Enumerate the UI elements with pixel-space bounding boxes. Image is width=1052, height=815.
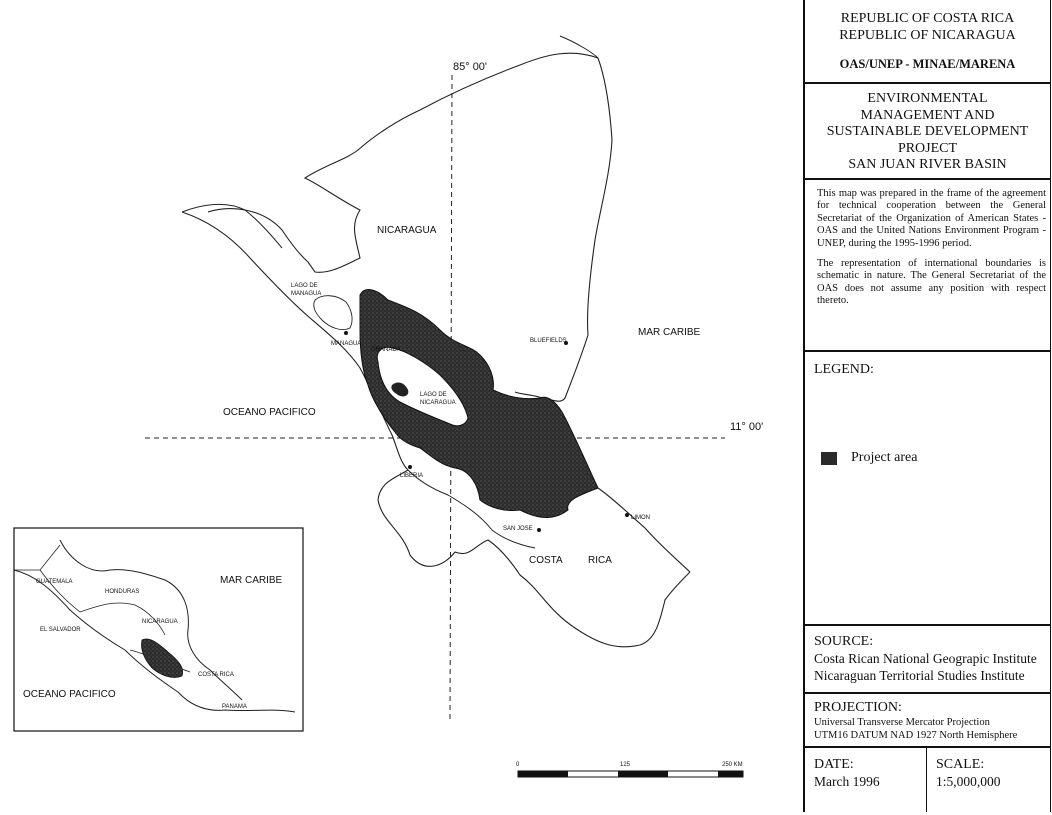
lago-nicaragua-label-1: LAGO DE — [420, 392, 447, 398]
inset-guatemala-label: GUATEMALA — [36, 579, 73, 585]
scale-bar — [516, 762, 743, 777]
rica-label: RICA — [588, 555, 612, 566]
scale-heading: SCALE: — [936, 757, 985, 772]
source-line-1: Costa Rican National Geograpic Institute — [814, 651, 1037, 666]
lago-managua-label-1: LAGO DE — [291, 283, 318, 289]
oceano-pacifico-label: OCEANO PACIFICO — [223, 407, 316, 418]
country-line-1: REPUBLIC OF COSTA RICA — [840, 11, 1015, 26]
project-line-3: SUSTAINABLE DEVELOPMENT — [826, 124, 1029, 139]
date-cell — [805, 748, 927, 812]
liberia-dot — [408, 465, 412, 469]
legend-heading: LEGEND: — [814, 362, 874, 377]
scale-value: 1:5,000,000 — [936, 774, 1001, 789]
caribbean-hook — [560, 36, 598, 58]
date-scale-block — [805, 748, 1050, 812]
source-block — [805, 626, 1050, 694]
nicaragua-label: NICARAGUA — [377, 225, 437, 236]
disclaimer-block — [805, 180, 1050, 352]
scale-tick-0: 0 — [516, 762, 520, 768]
source-line-2: Nicaraguan Territorial Studies Institute — [814, 668, 1025, 683]
disclaimer-paragraph-1: This map was prepared in the frame of the agreement for technical cooperation between the General Secretariat of the Organization of American States - OAS and the United Nations Environment Program - UNEP, during the 1995-1996 period. — [817, 188, 1046, 249]
costa-label: COSTA — [529, 555, 563, 566]
projection-block — [805, 694, 1050, 748]
granada-label: GRANADA — [371, 347, 401, 353]
projection-line-2: UTM16 DATUM NAD 1927 North Hemisphere — [814, 730, 1018, 741]
project-area — [360, 290, 598, 518]
country-line-2: REPUBLIC OF NICARAGUA — [839, 28, 1016, 43]
countries-block — [805, 0, 1050, 84]
project-area-swatch — [821, 452, 837, 465]
gulf-fonseca-coast — [182, 204, 282, 248]
agencies-line: OAS/UNEP - MINAE/MARENA — [839, 57, 1016, 71]
liberia-label: LIBERIA — [400, 473, 424, 479]
date-value: March 1996 — [814, 774, 880, 789]
legend-item-label: Project area — [851, 450, 918, 465]
date-heading: DATE: — [814, 757, 854, 772]
project-line-5: SAN JUAN RIVER BASIN — [848, 157, 1007, 172]
lago-de-managua — [314, 296, 352, 330]
legend-item-project-area — [821, 450, 917, 466]
project-title-block — [805, 84, 1050, 180]
projection-heading: PROJECTION: — [814, 700, 902, 715]
inset-oceano-pacifico-label: OCEANO PACIFICO — [23, 689, 116, 700]
san-jose-dot — [537, 528, 541, 532]
lago-nicaragua-label-2: NICARAGUA — [420, 400, 456, 406]
limon-dot — [625, 513, 629, 517]
meridian-label: 85° 00' — [453, 61, 488, 73]
title-block-panel — [803, 0, 1051, 812]
lago-managua-label-2: MANAGUA — [291, 291, 322, 297]
legend-block — [805, 352, 1050, 626]
inset-mar-caribe-label: MAR CARIBE — [220, 575, 283, 586]
scale-tick-125: 125 — [620, 762, 631, 768]
scale-tick-250: 250 KM — [722, 762, 743, 768]
inset-panama-label: PANAMA — [222, 704, 247, 710]
inset-costa-rica-label: COSTA RICA — [198, 672, 234, 678]
inset-map — [14, 528, 303, 731]
project-line-1: ENVIRONMENTAL — [867, 91, 988, 106]
managua-label: MANAGUA — [331, 341, 362, 347]
projection-line-1: Universal Transverse Mercator Projection — [814, 717, 990, 728]
disclaimer-paragraph-2: The representation of international boundaries is schematic in nature. The General Secretariat of the OAS does not assume any position with respect thereto. — [817, 258, 1046, 307]
limon-label: LIMON — [631, 515, 651, 521]
mar-caribe-label: MAR CARIBE — [638, 327, 701, 338]
managua-dot — [344, 331, 348, 335]
inset-el-salvador-label: EL SALVADOR — [40, 627, 81, 633]
project-line-2: MANAGEMENT AND — [860, 107, 995, 123]
bluefields-label: BLUEFIELDS — [530, 338, 567, 344]
san-jose-label: SAN JOSE — [503, 526, 533, 532]
project-line-4: PROJECT — [897, 140, 958, 156]
parallel-label: 11° 00' — [730, 421, 764, 433]
inset-nicaragua-label: NICARAGUA — [142, 619, 178, 625]
inset-honduras-label: HONDURAS — [105, 589, 140, 595]
scale-cell — [927, 748, 1050, 812]
source-heading: SOURCE: — [814, 634, 874, 649]
